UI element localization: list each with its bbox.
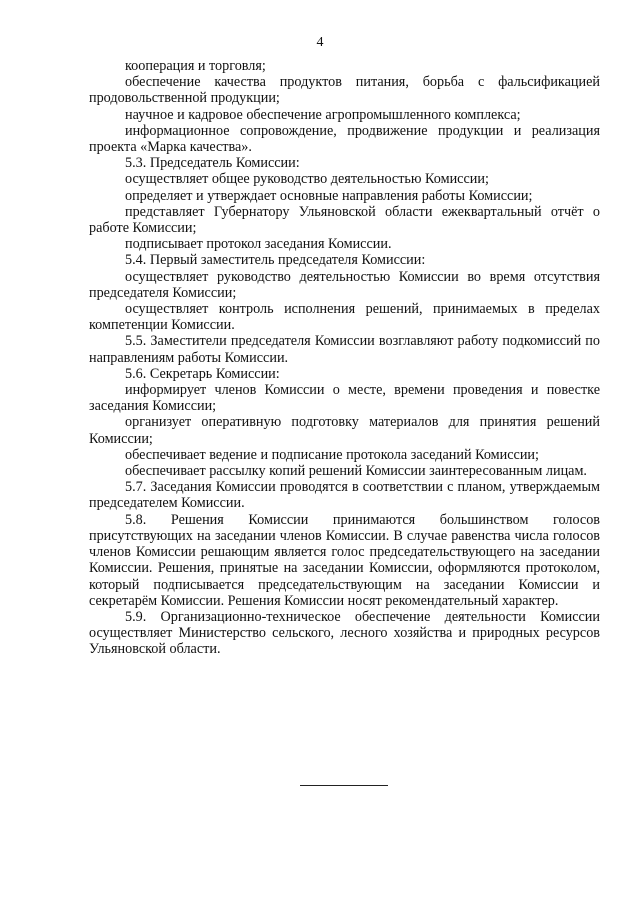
section-5-6-heading: 5.6. Секретарь Комиссии: <box>125 365 280 382</box>
paragraph-distributes-copies: обеспечивает рассылку копий решений Комиссии заинтересованным лицам. <box>125 463 587 480</box>
section-5-9: 5.9. Организационно-техническое обеспечение деятельности Комиссии осуществляет Министерство сельского, лесного хозяйства и природных ресурсов Ульяновской области. <box>89 608 600 658</box>
paragraph-science-staff: научное и кадровое обеспечение агропромышленного комплекса; <box>125 106 521 123</box>
paragraph-signs-protocol: подписывает протокол заседания Комиссии. <box>125 236 392 253</box>
paragraph-deputy-management: осуществляет руководство деятельностью Комиссии во время отсутствия председателя Комиссии; <box>89 268 600 301</box>
paragraph-informs-members: информирует членов Комиссии о месте, времени проведения и повестке заседания Комиссии; <box>89 382 600 415</box>
end-separator-line <box>300 785 388 786</box>
paragraph-info-support: информационное сопровождение, продвижение продукции и реализация проекта «Марка качества». <box>89 122 600 156</box>
paragraph-decision-control: осуществляет контроль исполнения решений, принимаемых в пределах компетенции Комиссии. <box>89 301 600 334</box>
document-body <box>89 58 600 658</box>
paragraph-food-quality: обеспечение качества продуктов питания, борьба с фальсификацией продовольственной продукции; <box>89 74 600 107</box>
section-5-8: 5.8. Решения Комиссии принимаются большинством голосов присутствующих на заседании членов Комиссии. В случае равенства числа голосов членов Комиссии решающим является голос председательствующего на заседании Комиссии. Решения, принятые на заседании Комиссии, оформляются протоколом, который подписывается председательствующим на заседании Комиссии и секретарём Комиссии. Решения Комиссии носят рекомендательный характер. <box>89 511 600 609</box>
paragraph-quarterly-report: представляет Губернатору Ульяновской области ежеквартальный отчёт о работе Комиссии; <box>89 203 600 237</box>
section-5-7: 5.7. Заседания Комиссии проводятся в соответствии с планом, утверждаемым председателем Комиссии. <box>89 479 600 512</box>
page-number: 4 <box>316 35 324 50</box>
paragraph-general-management: осуществляет общее руководство деятельностью Комиссии; <box>125 171 489 188</box>
section-5-4-heading: 5.4. Первый заместитель председателя Комиссии: <box>125 252 426 269</box>
section-5-3-heading: 5.3. Председатель Комиссии: <box>125 155 300 172</box>
paragraph-main-directions: определяет и утверждает основные направления работы Комиссии; <box>125 187 533 204</box>
paragraph-maintains-protocol: обеспечивает ведение и подписание протокола заседаний Комиссии; <box>125 446 539 463</box>
section-5-5: 5.5. Заместители председателя Комиссии возглавляют работу подкомиссий по направлениям работы Комиссии. <box>89 333 600 366</box>
paragraph-prepares-materials: организует оперативную подготовку материалов для принятия решений Комиссии; <box>89 414 600 447</box>
paragraph-cooperation: кооперация и торговля; <box>125 58 266 74</box>
